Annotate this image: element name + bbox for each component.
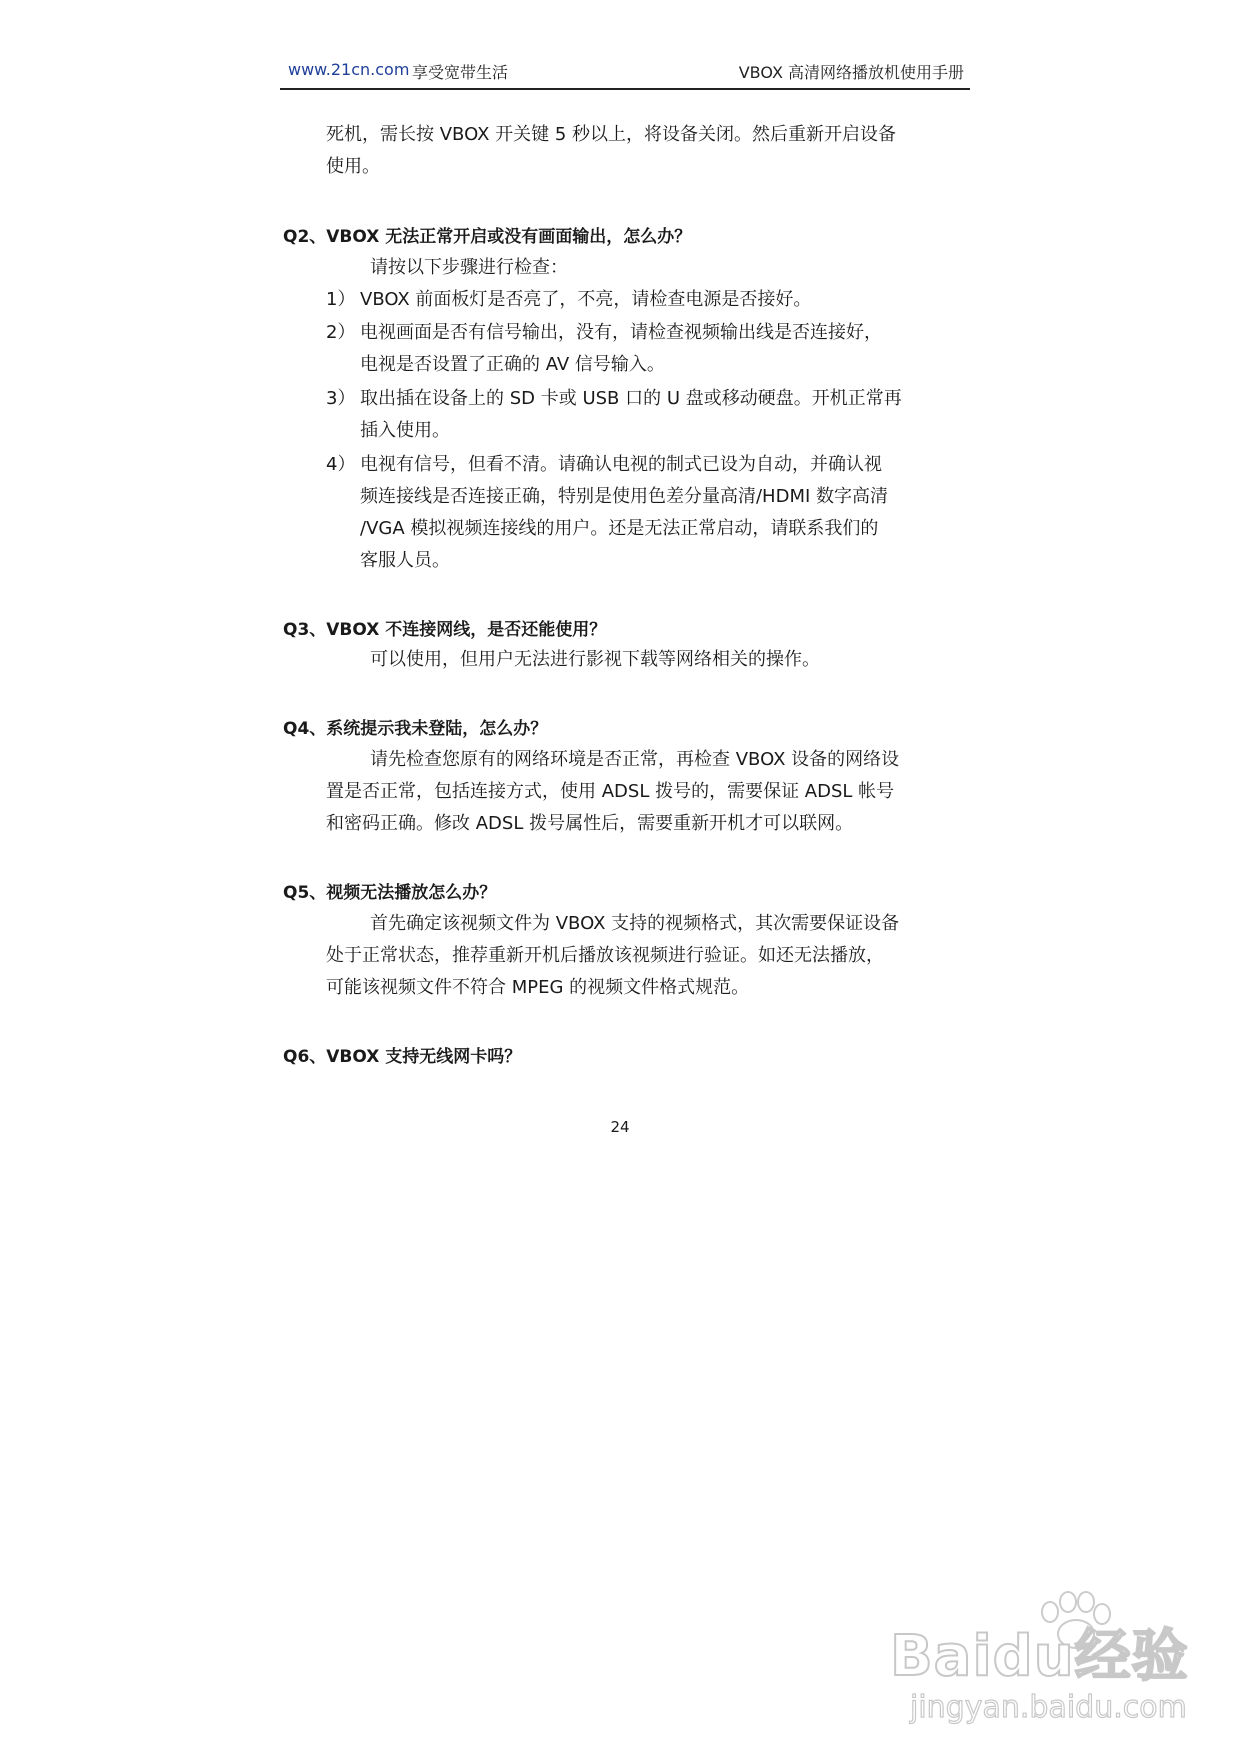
site-slogan: 享受宽带生活 [412,63,509,82]
item-number: 3） [326,388,356,409]
item-text: VBOX 前面板灯是否亮了，不亮，请检查电源是否接好。 [360,289,812,310]
watermark-logo: Baidu经验 [890,1624,1189,1689]
item-text: 插入使用。 [360,420,450,441]
item-text: /VGA 模拟视频连接线的用户。还是无法正常启动，请联系我们的 [360,518,879,539]
item-text: 频连接线是否连接正确，特别是使用色差分量高清/HDMI 数字高清 [360,486,889,507]
q5-line-1: 首先确定该视频文件为 VBOX 支持的视频格式，其次需要保证设备 [370,913,900,934]
item-text: 取出插在设备上的 SD 卡或 USB 口的 U 盘或移动硬盘。开机正常再 [360,388,902,409]
item-number: 1） [326,289,356,310]
question-q3: Q3、VBOX 不连接网线，是否还能使用？ [283,620,607,640]
item-number: 4） [326,454,356,475]
item-text: 电视画面是否有信号输出，没有，请检查视频输出线是否连接好， [360,322,882,343]
q5-line-2: 处于正常状态，推荐重新开机后播放该视频进行验证。如还无法播放， [326,945,884,966]
q2-lead: 请按以下步骤进行检查： [370,257,568,278]
item-text: 客服人员。 [360,550,450,571]
question-q2: Q2、VBOX 无法正常开启或没有画面输出，怎么办？ [283,227,692,247]
intro-line-2: 使用。 [326,156,380,177]
baidu-watermark [880,1590,1210,1730]
manual-title: VBOX 高清网络播放机使用手册 [738,63,964,82]
q4-line-2: 置是否正常，包括连接方式，使用 ADSL 拨号的，需要保证 ADSL 帐号 [326,781,895,802]
item-text: 电视是否设置了正确的 AV 信号输入。 [360,354,665,375]
q4-line-3: 和密码正确。修改 ADSL 拨号属性后，需要重新开机才可以联网。 [326,813,854,834]
q3-answer: 可以使用，但用户无法进行影视下载等网络相关的操作。 [370,649,820,670]
page-number: 24 [610,1118,630,1136]
question-q6: Q6、VBOX 支持无线网卡吗？ [283,1047,522,1067]
site-url: www.21cn.com [288,60,410,79]
q4-line-1: 请先检查您原有的网络环境是否正常，再检查 VBOX 设备的网络设 [370,749,900,770]
intro-line-1: 死机，需长按 VBOX 开关键 5 秒以上，将设备关闭。然后重新开启设备 [326,124,897,145]
q5-line-3: 可能该视频文件不符合 MPEG 的视频文件格式规范。 [326,977,750,998]
item-text: 电视有信号，但看不清。请确认电视的制式已设为自动，并确认视 [360,454,882,475]
question-q5: Q5、视频无法播放怎么办？ [283,883,497,903]
watermark-url: jingyan.baidu.com [910,1690,1187,1725]
item-number: 2） [326,322,356,343]
page-header [280,58,970,90]
question-q4: Q4、系统提示我未登陆，怎么办？ [283,719,548,739]
